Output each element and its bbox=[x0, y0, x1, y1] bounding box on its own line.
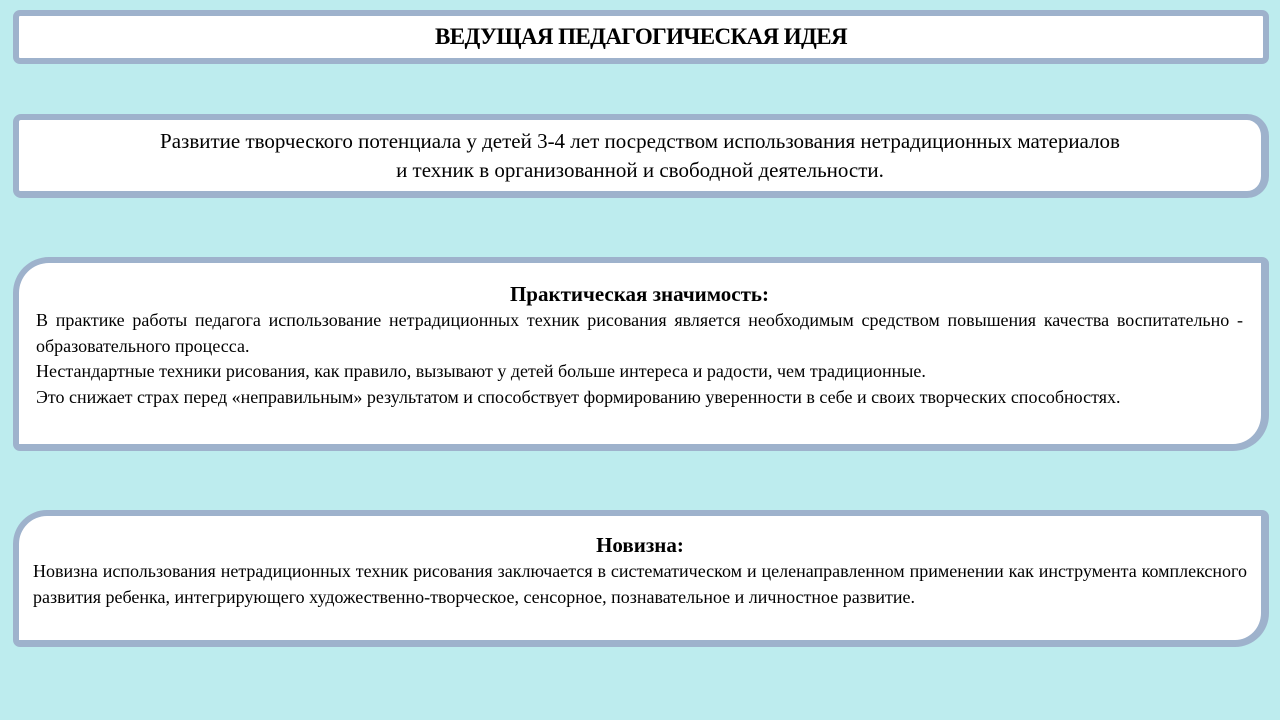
idea-line-1: Развитие творческого потенциала у детей 3-4 лет посредством использования нетрадиционных материалов bbox=[160, 128, 1120, 153]
practical-paragraph-3: Это снижает страх перед «неправильным» результатом и способствует формированию уверенности в себе и своих творческих способностях. bbox=[36, 386, 1121, 407]
idea-line-2: и техник в организованной и свободной деятельности. bbox=[396, 157, 884, 182]
novelty-paragraph: Новизна использования нетрадиционных техник рисования заключается в систематическом и целенаправленном применении как инструмента комплексного развития ребенка, интегрирующего художественно-творческое, сенсорное, познавательное и личностное развитие. bbox=[33, 561, 1247, 607]
practical-heading: Практическая значимость: bbox=[509, 282, 770, 306]
practical-paragraph-1: В практике работы педагога использование нетрадиционных техник рисования является необходимым средством повышения качества воспитательно - образовательного процесса. bbox=[36, 310, 1243, 356]
idea-text bbox=[160, 127, 1120, 185]
page-title: ВЕДУЩАЯ ПЕДАГОГИЧЕСКАЯ ИДЕЯ bbox=[435, 24, 847, 49]
idea-box bbox=[13, 114, 1269, 198]
title-box bbox=[13, 10, 1269, 64]
novelty-box bbox=[13, 510, 1269, 647]
practical-paragraph-2: Нестандартные техники рисования, как правило, вызывают у детей больше интереса и радости, чем традиционные. bbox=[36, 361, 926, 381]
practical-significance-box bbox=[13, 257, 1269, 451]
novelty-heading: Новизна: bbox=[596, 533, 684, 557]
